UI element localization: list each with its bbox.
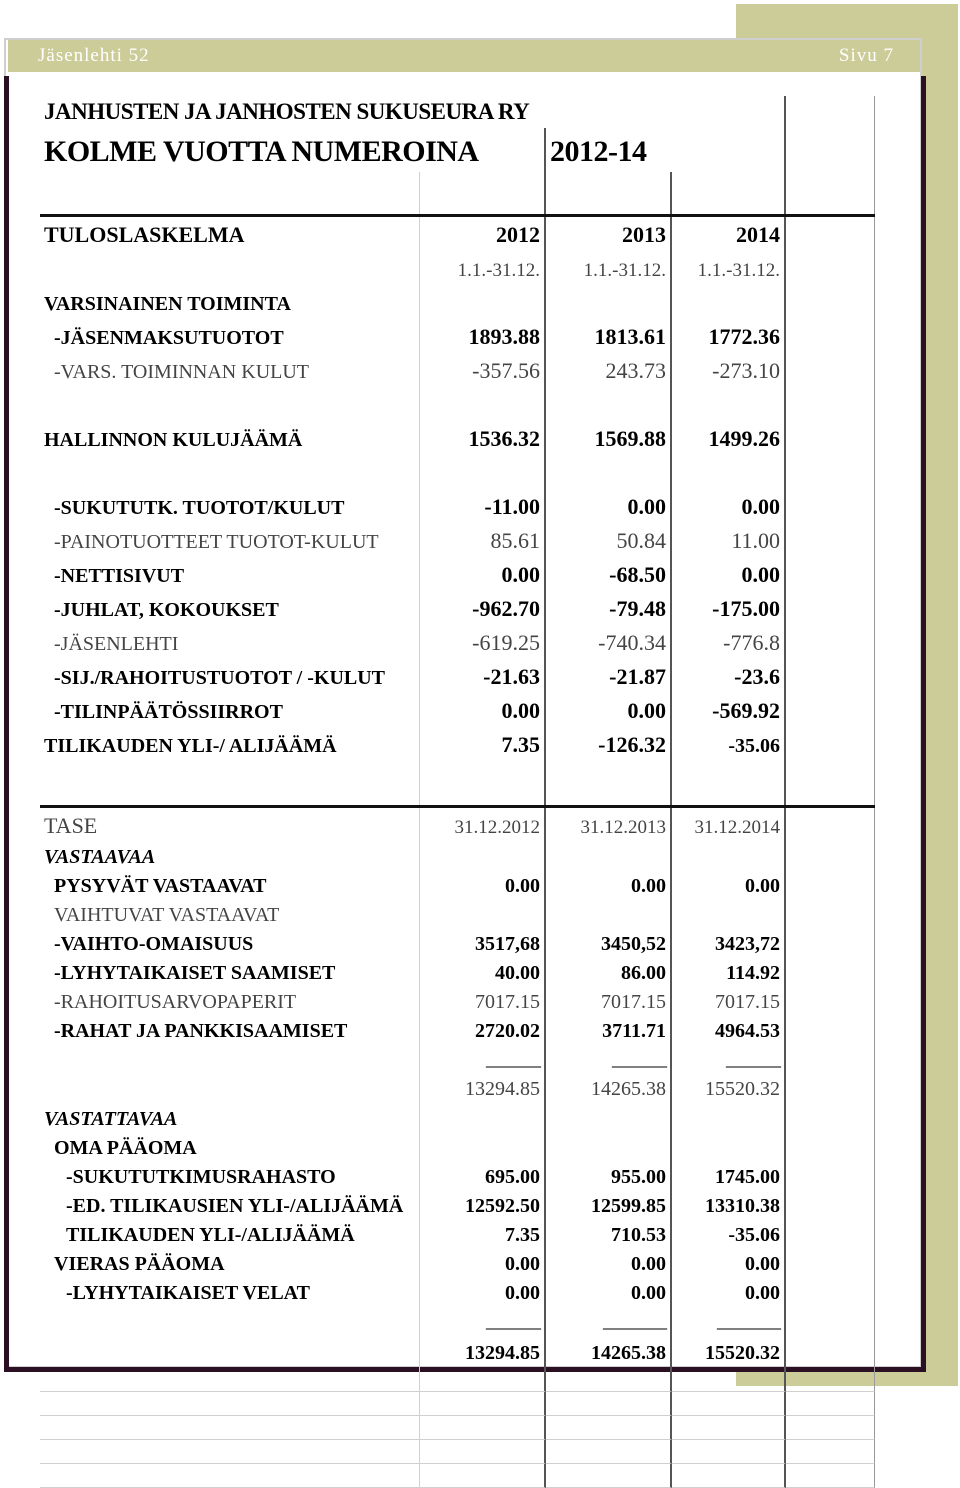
value-2012: -357.56 bbox=[420, 353, 546, 387]
liability-2013: 710.53 bbox=[546, 1221, 672, 1250]
income-row bbox=[40, 591, 875, 625]
assets-heading: VASTAAVAA bbox=[40, 842, 420, 872]
value-2012: 0.00 bbox=[420, 693, 546, 727]
page-header bbox=[8, 40, 920, 72]
org-row bbox=[40, 96, 875, 128]
assets-total-2012: 13294.85 bbox=[420, 1074, 546, 1104]
asset-2014 bbox=[672, 901, 786, 930]
sheet-title: KOLME VUOTTA NUMEROINA bbox=[40, 128, 546, 172]
income-row bbox=[40, 693, 875, 727]
value-2012: -962.70 bbox=[420, 591, 546, 625]
asset-label: -VAIHTO-OMAISUUS bbox=[40, 930, 420, 959]
title-row bbox=[40, 128, 875, 172]
date-2012: 31.12.2012 bbox=[420, 808, 546, 842]
result-2012: 7.35 bbox=[420, 727, 546, 761]
value-2014: 0.00 bbox=[672, 557, 786, 591]
assets-total-2013: 14265.38 bbox=[546, 1074, 672, 1104]
asset-2013 bbox=[546, 901, 672, 930]
liability-label: OMA PÄÄOMA bbox=[40, 1134, 420, 1163]
row-label: -SUKUTUTK. TUOTOT/KULUT bbox=[40, 489, 420, 523]
liability-2014: 0.00 bbox=[672, 1279, 786, 1308]
asset-2013: 7017.15 bbox=[546, 988, 672, 1017]
liability-2013: 0.00 bbox=[546, 1279, 672, 1308]
result-row bbox=[40, 727, 875, 761]
asset-2012: 0.00 bbox=[420, 872, 546, 901]
rule-2012: ______ bbox=[420, 1046, 546, 1074]
value-2014: 11.00 bbox=[672, 523, 786, 557]
asset-2014: 114.92 bbox=[672, 959, 786, 988]
asset-2012: 3517,68 bbox=[420, 930, 546, 959]
financial-sheet bbox=[40, 96, 875, 1488]
period-2012: 1.1.-31.12. bbox=[420, 251, 546, 285]
liab-total-2014: 15520.32 bbox=[672, 1336, 786, 1368]
asset-2014: 3423,72 bbox=[672, 930, 786, 959]
value-2013: -740.34 bbox=[546, 625, 672, 659]
liability-2014: 0.00 bbox=[672, 1250, 786, 1279]
row-label: -JÄSENMAKSUTUOTOT bbox=[40, 319, 420, 353]
rule-2012: ______ bbox=[420, 1308, 546, 1336]
value-2014: 0.00 bbox=[672, 489, 786, 523]
income-row bbox=[40, 353, 875, 387]
liab-total-2012: 13294.85 bbox=[420, 1336, 546, 1368]
row-label: -JUHLAT, KOKOUKSET bbox=[40, 591, 420, 625]
value-2012: 85.61 bbox=[420, 523, 546, 557]
liability-2012: 12592.50 bbox=[420, 1192, 546, 1221]
row-label: -VARS. TOIMINNAN KULUT bbox=[40, 353, 420, 387]
rule-row bbox=[40, 1308, 875, 1336]
liability-2012: 695.00 bbox=[420, 1163, 546, 1192]
value-2013: -68.50 bbox=[546, 557, 672, 591]
value-2014: -569.92 bbox=[672, 693, 786, 727]
result-2014: -35.06 bbox=[672, 727, 786, 761]
spacer-row bbox=[40, 455, 875, 489]
income-row bbox=[40, 557, 875, 591]
row-label: -SIJ./RAHOITUSTUOTOT / -KULUT bbox=[40, 659, 420, 693]
empty-grid-row bbox=[40, 1440, 875, 1464]
row-label: -JÄSENLEHTI bbox=[40, 625, 420, 659]
assets-total-row bbox=[40, 1074, 875, 1104]
asset-2013: 86.00 bbox=[546, 959, 672, 988]
value-2012: -11.00 bbox=[420, 489, 546, 523]
value-2013: 243.73 bbox=[546, 353, 672, 387]
liability-2013: 955.00 bbox=[546, 1163, 672, 1192]
value-2013: 0.00 bbox=[546, 489, 672, 523]
liability-label: -LYHYTAIKAISET VELAT bbox=[40, 1279, 420, 1308]
result-label: TILIKAUDEN YLI-/ ALIJÄÄMÄ bbox=[40, 727, 420, 761]
value-2013: 50.84 bbox=[546, 523, 672, 557]
asset-2012: 2720.02 bbox=[420, 1017, 546, 1046]
value-2012: 1893.88 bbox=[420, 319, 546, 353]
liability-2012: 0.00 bbox=[420, 1279, 546, 1308]
result-label: HALLINNON KULUJÄÄMÄ bbox=[40, 421, 420, 455]
asset-2014: 4964.53 bbox=[672, 1017, 786, 1046]
liability-row bbox=[40, 1134, 875, 1163]
liability-row bbox=[40, 1163, 875, 1192]
period-row bbox=[40, 251, 875, 285]
newsletter-issue: Jäsenlehti 52 bbox=[38, 45, 150, 66]
date-2013: 31.12.2013 bbox=[546, 808, 672, 842]
liability-2012 bbox=[420, 1134, 546, 1163]
asset-label: -RAHAT JA PANKKISAAMISET bbox=[40, 1017, 420, 1046]
value-2014: -175.00 bbox=[672, 591, 786, 625]
liability-row bbox=[40, 1250, 875, 1279]
row-label: -TILINPÄÄTÖSSIIRROT bbox=[40, 693, 420, 727]
income-row bbox=[40, 489, 875, 523]
income-heading: TULOSLASKELMA bbox=[40, 217, 420, 251]
value-2012: -619.25 bbox=[420, 625, 546, 659]
asset-row bbox=[40, 901, 875, 930]
income-row bbox=[40, 625, 875, 659]
asset-2014: 7017.15 bbox=[672, 988, 786, 1017]
liability-2014: 1745.00 bbox=[672, 1163, 786, 1192]
liab-total-2013: 14265.38 bbox=[546, 1336, 672, 1368]
liabilities-heading: VASTATTAVAA bbox=[40, 1104, 420, 1134]
value-2012: -21.63 bbox=[420, 659, 546, 693]
spacer-row bbox=[40, 761, 875, 805]
rule-2014: _______ bbox=[672, 1308, 786, 1336]
spacer-row bbox=[40, 387, 875, 421]
result-2013: 1569.88 bbox=[546, 421, 672, 455]
liability-2014 bbox=[672, 1134, 786, 1163]
income-heading-row bbox=[40, 214, 875, 251]
liability-label: -ED. TILIKAUSIEN YLI-/ALIJÄÄMÄ bbox=[40, 1192, 420, 1221]
asset-label: -LYHYTAIKAISET SAAMISET bbox=[40, 959, 420, 988]
value-2013: -21.87 bbox=[546, 659, 672, 693]
result-2013: -126.32 bbox=[546, 727, 672, 761]
org-name: JANHUSTEN JA JANHOSTEN SUKUSEURA RY bbox=[44, 99, 530, 124]
liability-2014: 13310.38 bbox=[672, 1192, 786, 1221]
asset-row bbox=[40, 1017, 875, 1046]
rule-row bbox=[40, 1046, 875, 1074]
liab-heading-row bbox=[40, 1104, 875, 1134]
empty-grid-row bbox=[40, 1392, 875, 1416]
asset-label: PYSYVÄT VASTAAVAT bbox=[40, 872, 420, 901]
liability-label: TILIKAUDEN YLI-/ALIJÄÄMÄ bbox=[40, 1221, 420, 1250]
value-2014: -23.6 bbox=[672, 659, 786, 693]
section-label: VARSINAINEN TOIMINTA bbox=[40, 285, 420, 319]
asset-2012: 7017.15 bbox=[420, 988, 546, 1017]
value-2014: -776.8 bbox=[672, 625, 786, 659]
asset-label: VAIHTUVAT VASTAAVAT bbox=[40, 901, 420, 930]
liability-label: -SUKUTUTKIMUSRAHASTO bbox=[40, 1163, 420, 1192]
liab-total-row bbox=[40, 1336, 875, 1368]
rule-2013: ______ bbox=[546, 1046, 672, 1074]
empty-grid-row bbox=[40, 1416, 875, 1440]
result-2014: 1499.26 bbox=[672, 421, 786, 455]
page-number: Sivu 7 bbox=[838, 45, 894, 66]
result-row bbox=[40, 421, 875, 455]
liability-2013: 0.00 bbox=[546, 1250, 672, 1279]
empty-grid-row bbox=[40, 1368, 875, 1392]
asset-2012 bbox=[420, 901, 546, 930]
asset-2014: 0.00 bbox=[672, 872, 786, 901]
value-2014: -273.10 bbox=[672, 353, 786, 387]
asset-row bbox=[40, 988, 875, 1017]
row-label: -NETTISIVUT bbox=[40, 557, 420, 591]
liability-2012: 7.35 bbox=[420, 1221, 546, 1250]
spacer-row bbox=[40, 172, 875, 214]
year-2014: 2014 bbox=[672, 217, 786, 251]
asset-2013: 3711.71 bbox=[546, 1017, 672, 1046]
value-2014: 1772.36 bbox=[672, 319, 786, 353]
empty-grid-row bbox=[40, 1464, 875, 1488]
income-row bbox=[40, 659, 875, 693]
value-2013: 1813.61 bbox=[546, 319, 672, 353]
date-2014: 31.12.2014 bbox=[672, 808, 786, 842]
value-2012: 0.00 bbox=[420, 557, 546, 591]
liability-2014: -35.06 bbox=[672, 1221, 786, 1250]
liability-row bbox=[40, 1279, 875, 1308]
assets-heading-row bbox=[40, 842, 875, 872]
asset-2013: 0.00 bbox=[546, 872, 672, 901]
period-2013: 1.1.-31.12. bbox=[546, 251, 672, 285]
liability-2012: 0.00 bbox=[420, 1250, 546, 1279]
value-2013: -79.48 bbox=[546, 591, 672, 625]
asset-row bbox=[40, 872, 875, 901]
liability-2013: 12599.85 bbox=[546, 1192, 672, 1221]
year-2012: 2012 bbox=[420, 217, 546, 251]
section-row bbox=[40, 285, 875, 319]
assets-total-2014: 15520.32 bbox=[672, 1074, 786, 1104]
liability-2013 bbox=[546, 1134, 672, 1163]
asset-2012: 40.00 bbox=[420, 959, 546, 988]
asset-2013: 3450,52 bbox=[546, 930, 672, 959]
rule-2013: _______ bbox=[546, 1308, 672, 1336]
balance-heading: TASE bbox=[40, 808, 420, 842]
row-label: -PAINOTUOTTEET TUOTOT-KULUT bbox=[40, 523, 420, 557]
liability-row bbox=[40, 1192, 875, 1221]
year-2013: 2013 bbox=[546, 217, 672, 251]
rule-2014: ______ bbox=[672, 1046, 786, 1074]
result-2012: 1536.32 bbox=[420, 421, 546, 455]
balance-heading-row bbox=[40, 805, 875, 842]
asset-row bbox=[40, 959, 875, 988]
liability-label: VIERAS PÄÄOMA bbox=[40, 1250, 420, 1279]
income-row bbox=[40, 319, 875, 353]
asset-row bbox=[40, 930, 875, 959]
asset-label: -RAHOITUSARVOPAPERIT bbox=[40, 988, 420, 1017]
value-2013: 0.00 bbox=[546, 693, 672, 727]
period-2014: 1.1.-31.12. bbox=[672, 251, 786, 285]
sheet-title-years: 2012-14 bbox=[546, 128, 786, 172]
income-row bbox=[40, 523, 875, 557]
liability-row bbox=[40, 1221, 875, 1250]
